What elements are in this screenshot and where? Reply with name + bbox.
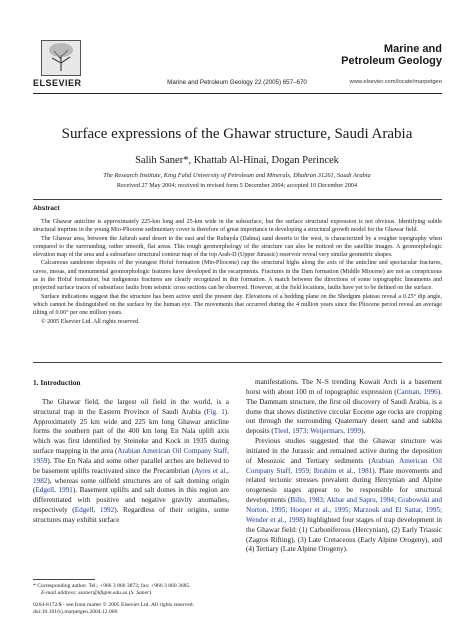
body-text: manifestations. The N–S trending Kuwait Arch is a basement horst with about 100 m of topographic expression ( (246, 378, 442, 396)
footnote-divider (33, 579, 95, 580)
abstract-divider (33, 362, 442, 363)
body-text: ). The Dammam structure, the first oil discovery of Saudi Arabia, is a dome that shows distinctive circular Eocene age rocks are cropping out through the surrounding Quaternary desert sand and sabkha deposits ( (246, 387, 442, 436)
citation-link[interactable]: Fig. 1 (206, 407, 225, 416)
footnote-block (33, 583, 229, 597)
journal-url-link[interactable]: www.elsevier.com/locate/marpetgeo (349, 79, 442, 85)
email-note: E-mail address: ssaner@kfupm.edu.sa (S. Saner). (41, 590, 153, 597)
body-text: ). Basement uplifts and salt domes in this region are differentiated with positive and negative gravity anomalies, respectively ( (33, 486, 230, 515)
citation-link[interactable]: Arabian American Oil Company Staff, 1959 (33, 447, 229, 465)
doi-line[interactable]: doi:10.1016/j.marpetgeo.2004.12.006 (33, 609, 118, 616)
right-column-text (246, 378, 442, 555)
body-text: Previous studies suggested that the Ghawar structure was initiated in the Jurassic and remained active during the deposition of Mesozoic and Tertiary sediments ( (246, 437, 442, 465)
author-affiliation: The Research Institute, King Fahd University of Petroleum and Minerals, Dhahran 31261, Saudi Arabia (103, 172, 371, 179)
citation-link[interactable]: Ayres et al., 1982 (33, 466, 229, 485)
body-text: ). Plate movements and related tectonic stresses prevalent during Hercynian and Alpine orogenesis stages appear to be responsible for structural developments ( (246, 466, 442, 505)
author-list: Salih Saner*, Khattab Al-Hinai, Dogan Perincek (135, 155, 339, 166)
body-text: The Ghawar field, the largest oil field in the world, is a structural trap in the Eastern Province of Saudi Arabia ( (33, 397, 229, 416)
body-paragraph (246, 437, 442, 555)
right-column (246, 378, 442, 555)
left-column-text (33, 398, 229, 526)
abstract-paragraph: Calcareous sandstone deposits of the youngest Hofuf formation (Mio-Pliocene) cap the structural highs along the axis of the anticline and spectacular fractures, caves, mesas, and monumental geomorphologic features have developed in the escarpments. Fractures in the Dam formation (Middle Miocene) are not as conspicuous as in the Hofuf formation, but indigenous fractures are clearly recognized in this formation. A match between the directions of some topographic lineaments and projected surface traces of subsurface faults from seismic cross sections can be observed. However, at the field locations, faults have yet to be defined on the surface. (33, 260, 442, 292)
left-column (33, 378, 229, 526)
body-text: ) highlighted four stages of trap development in the Ghawar field: (1) Carboniferous (Hercynian), (2) Early Triassic (Zagros Rifting), (3) Late Cretaceous (Early Alpine Orogeny), and (4) Tertiary (Late Alpine Orogeny). (246, 515, 442, 554)
header-divider (33, 93, 442, 94)
journal-reference: Marine and Petroleum Geology 22 (2005) 657–670 (167, 79, 307, 86)
abstract-body (33, 218, 442, 326)
publisher-name: ELSEVIER (33, 78, 82, 88)
body-paragraph (33, 398, 229, 526)
body-text: ). The En Nala and some other parallel arches are believed to be basement uplifts reactivated since the Precambrian ( (33, 456, 229, 475)
citation-link[interactable]: Billo, 1983; Akbar and Sapru, 1994; Grabowski and Norton, 1995; Hooper et al., 1995; Marzouk and El Sattar, 1995; Wender et al., 1998 (246, 496, 442, 524)
body-text: ). (361, 427, 366, 436)
citation-link[interactable]: Edgell, 1991 (35, 486, 73, 495)
abstract-paragraph: The Ghawar anticline is approximately 225-km long and 25-km wide in the subsurface, but the surface structural expression is not obvious. Identifying subtle structural imprints in the young Mio-Pliocene sedimentary cover is therefore of great importance in developing a structural growth model for the Ghawar field. (33, 219, 442, 234)
body-paragraph (246, 378, 442, 437)
article-title: Surface expressions of the Ghawar structure, Saudi Arabia (61, 126, 413, 142)
journal-title (332, 43, 442, 67)
citation-link[interactable]: Edgell, 1992 (74, 506, 115, 515)
abstract-paragraph: The Ghawar area, between the Jafurah sand desert to the east and the Rubayda (Dahna) sand deserts to the west, is characterized by a rougher topography when compared to the surrounding, rather smooth, flat areas. This rough geomorphology of the structure can also be noticed on the satellite images. A geomorphologic elevation map of the area and a subsurface structural contour map of the top Arab-D (Upper Jurassic) reservoir reveal very similar geometric shapes. (33, 235, 442, 259)
citation-link[interactable]: Arabian American Oil Company Staff, 1959; Ibrahim et al., 1981 (246, 456, 442, 475)
journal-title-line2: Petroleum Geology (341, 55, 442, 67)
corresponding-author-note: * Corresponding author. Tel.: +966 3 860 3872; fax: +966 3 860 3685. (33, 583, 191, 589)
body-text: ). Approximately 25 km wide and 225 km long Ghawar anticline forms the southern part of the 400 km long En Nala uplift axis which was first identified by Steineke and Kock in 1935 during surface mapping in the area ( (33, 407, 229, 456)
copyright-block (33, 602, 229, 616)
citation-link[interactable]: Tleel, 1973; Weijermars, 1999 (273, 427, 362, 436)
body-text: ), whereas some oilfield structures are of salt doming origin ( (33, 476, 229, 495)
abstract-heading: Abstract (33, 205, 60, 212)
tree-emblem-icon (41, 40, 81, 76)
body-text: ). Regardless of their origins, some structures may exhibit surface (33, 506, 230, 524)
abstract-paragraph: Surface indications suggest that the structure has been active until the present day. Elevations of a bedding plane on the Shedgum plateau reveal a 0.25° dip angle, which cannot be distinguished on the surface by the human eye. The movements that occurred during the 4 million years since the Pliocene period reveal an average tilting of 0.06° per one million years. (33, 293, 442, 317)
abstract-copyright: © 2005 Elsevier Ltd. All rights reserved. (41, 318, 140, 325)
title-divider (33, 199, 442, 200)
journal-title-line1: Marine and (383, 43, 442, 55)
citation-link[interactable]: Carman, 1996 (396, 387, 438, 396)
article-dates: Received 27 May 2004; received in revised form 5 December 2004; accepted 10 December 2004 (116, 182, 358, 189)
issn-line: 0264-8172/$ - see front matter © 2005 Elsevier Ltd. All rights reserved. (33, 602, 194, 608)
section-heading: 1. Introduction (33, 378, 81, 387)
